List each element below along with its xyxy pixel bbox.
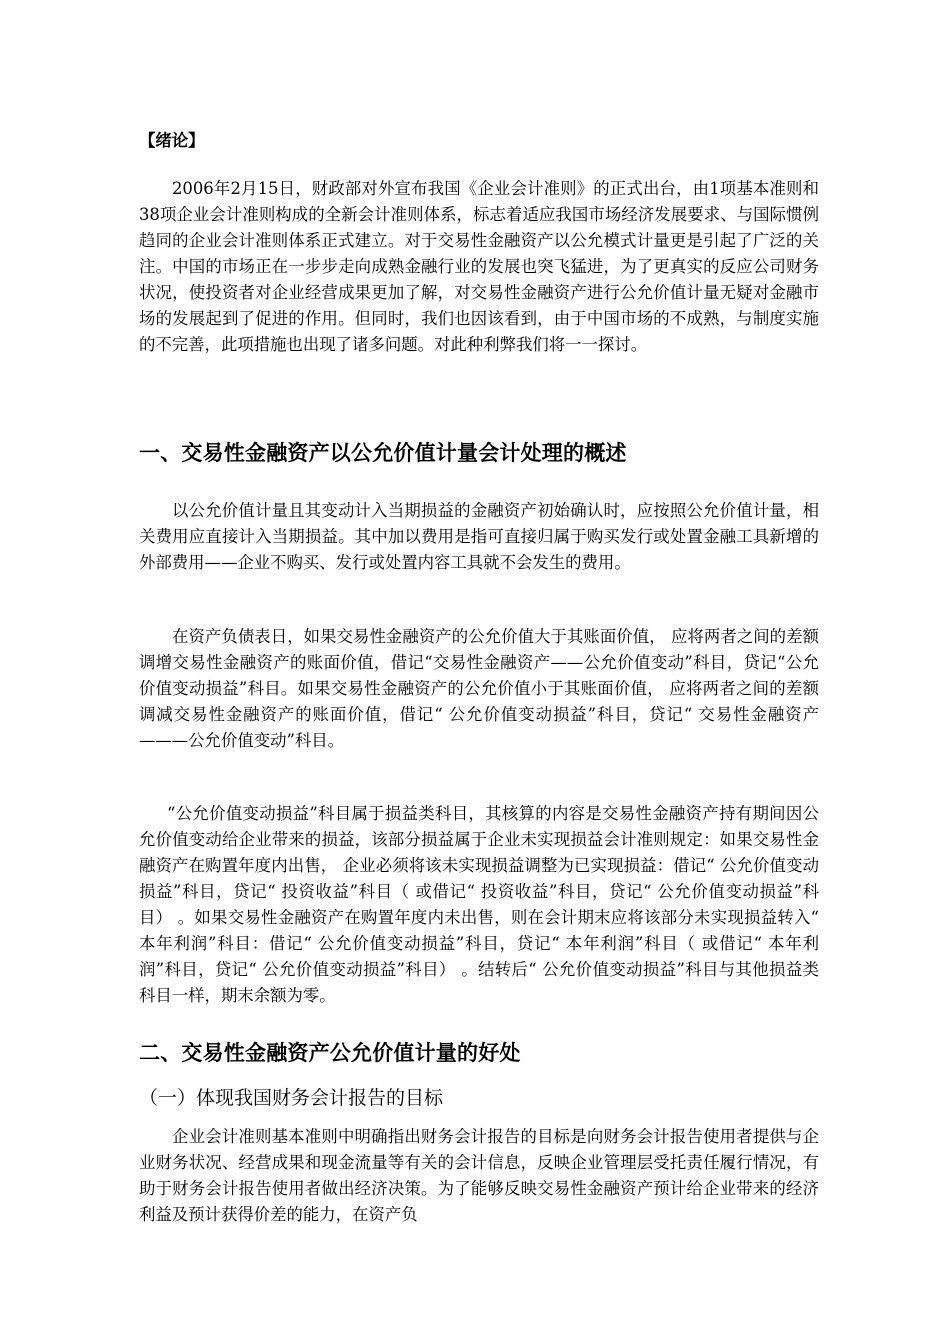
section1-paragraph-2: 在资产负债表日，如果交易性金融资产的公允价值大于其账面价值， 应将两者之间的差额调增交易性金融资产的账面价值，借记“交易性金融资产——公允价值变动”科目，贷记“公允价值变动损益”科目。如果交易性金融资产的公允价值小于其账面价值， 应将两者之间的差额调减交易性金融资产的账面价值，借记“ 公允价值变动损益”科目，贷记“ 交易性金融资产———公允价值变动”科目。 [139, 627, 819, 750]
section2-paragraph: 企业会计准则基本准则中明确指出财务会计报告的目标是向财务会计报告使用者提供与企业财务状况、经营成果和现金流量等有关的会计信息，反映企业管理层受托责任履行情况，有助于财务会计报告使用者做出经济决策。为了能够反映交易性金融资产预计给企业带来的经济利益及预计获得价差的能力，在资产负 [139, 1127, 819, 1224]
section2-subheading: （一）体现我国财务会计报告的目标 [139, 1087, 444, 1109]
section1-heading: 一、交易性金融资产以公允价值计量会计处理的概述 [139, 441, 627, 465]
section1-paragraph-1: 以公允价值计量且其变动计入当期损益的金融资产初始确认时，应按照公允价值计量，相关费用应直接计入当期损益。其中加以费用是指可直接归属于购买发行或处置金融工具新增的外部费用——企业不购买、发行或处置内容工具就不会发生的费用。 [139, 501, 819, 572]
intro-paragraph: 2006年2月15日，财政部对外宣布我国《企业会计准则》的正式出台，由1项基本准则和38项企业会计准则构成的全新会计准则体系，标志着适应我国市场经济发展要求、与国际惯例趋同的企业会计准则体系正式建立。对于交易性金融资产以公允模式计量更是引起了广泛的关注。中国的市场正在一步步走向成熟金融行业的发展也突飞猛进，为了更真实的反应公司财务状况，使投资者对企业经营成果更加了解，对交易性金融资产进行公允价值计量无疑对金融市场的发展起到了促进的作用。但同时，我们也因该看到，由于中国市场的不成熟，与制度实施的不完善，此项措施也出现了诸多问题。对此种利弊我们将一一探讨。 [139, 179, 819, 354]
intro-label: 【绪论】 [139, 131, 205, 150]
section1-paragraph-3: “公允价值变动损益”科目属于损益类科目，其核算的内容是交易性金融资产持有期间因公允价值变动给企业带来的损益，该部分损益属于企业未实现损益会计准则规定：如果交易性金融资产在购置年度内出售， 企业必须将该未实现损益调整为已实现损益：借记“ 公允价值变动损益”科目，贷记“ 投资收益”科目（ 或借记“ 投资收益”科目，贷记“ 公允价值变动损益”科目） 。如果交易性金融资产在购置年度内未出售，则在会计期末应将该部分未实现损益转入“ 本年利润”科目：借记“ 公允价值变动损益”科目，贷记“ 本年利润”科目（ 或借记“ 本年利润”科目，贷记“ 公允价值变动损益”科目） 。结转后“ 公允价值变动损益”科目与其他损益类科目一样，期末余额为零。 [139, 804, 819, 1005]
section2-heading: 二、交易性金融资产公允价值计量的好处 [139, 1041, 521, 1065]
